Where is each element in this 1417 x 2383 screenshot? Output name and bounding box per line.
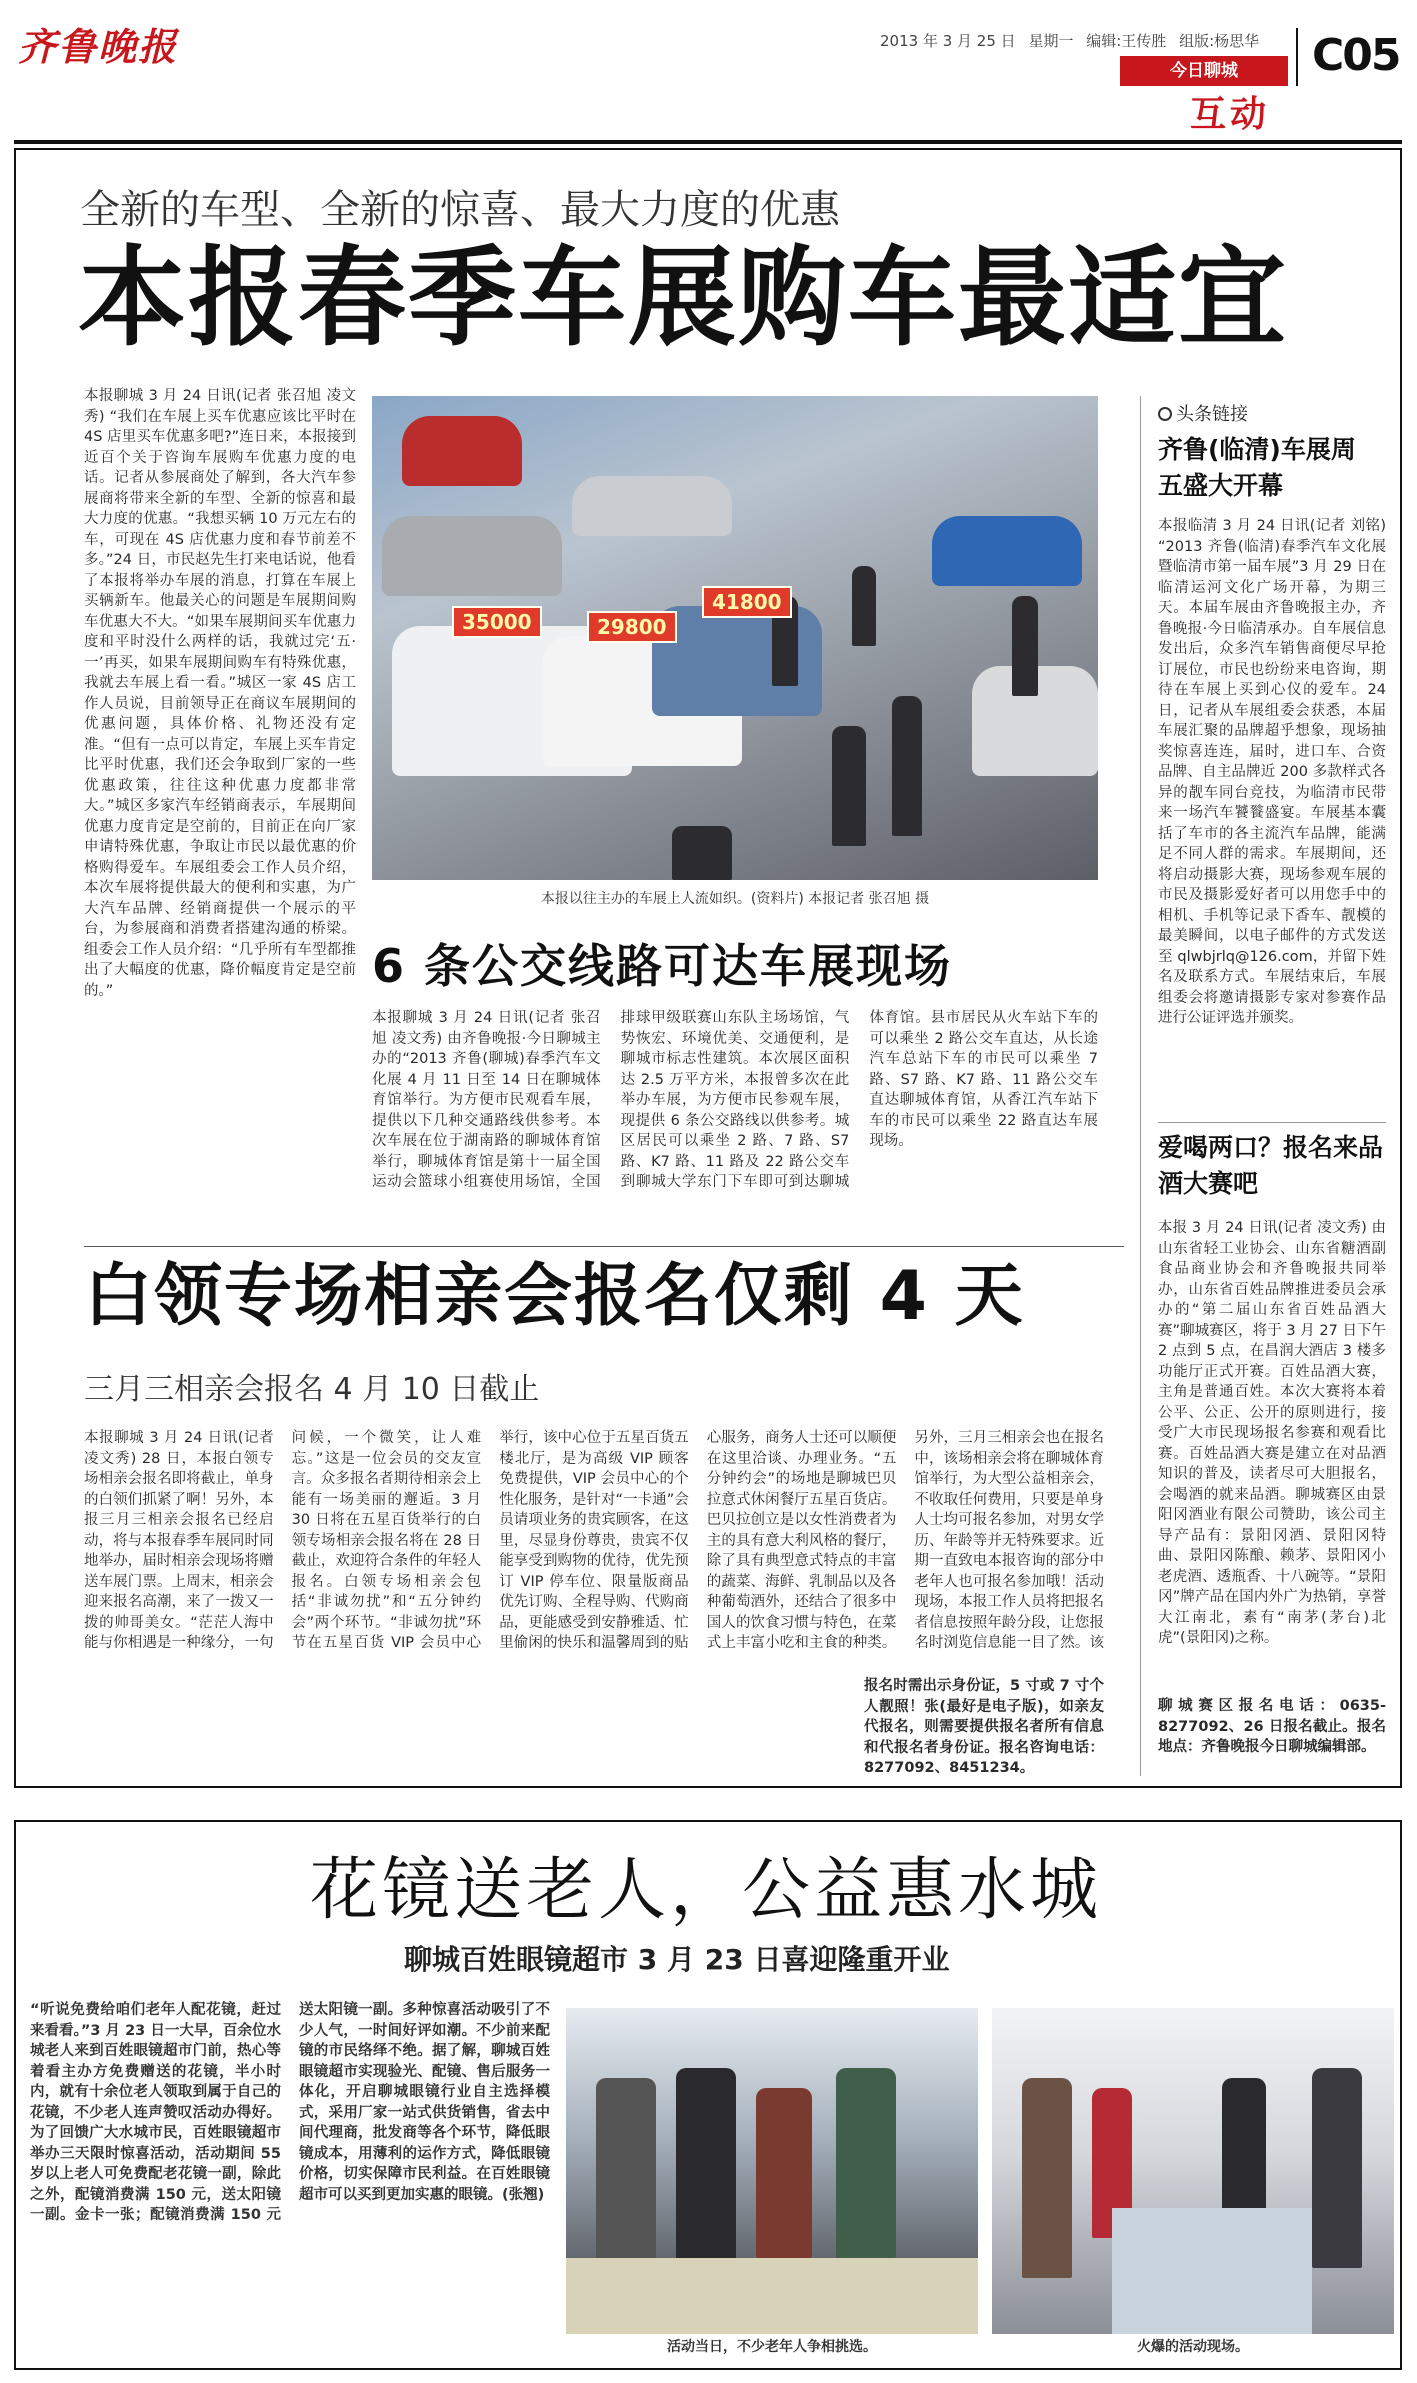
visitor xyxy=(852,566,876,646)
story3-headline: 白领专场相亲会报名仅剩 4 天 xyxy=(84,1257,1025,1336)
red-banner-car xyxy=(402,416,522,486)
story2-headline: 6 条公交线路可达车展现场 xyxy=(372,939,953,993)
masthead-logo: 齐鲁晚报 xyxy=(18,24,179,69)
page-number: C05 xyxy=(1312,30,1400,81)
story1-headline: 本报春季车展购车最适宜 xyxy=(78,236,1289,361)
display-case xyxy=(1112,2208,1312,2334)
section-tag: 今日聊城 xyxy=(1120,56,1288,86)
editor-credit: 编辑:王传胜 xyxy=(1086,32,1167,50)
price-tag: 35000 xyxy=(452,606,542,638)
visitor xyxy=(1012,596,1038,696)
elderly-visitor xyxy=(836,2068,896,2258)
visitor xyxy=(832,726,866,846)
left-photo-caption: 活动当日，不少老年人争相挑选。 xyxy=(667,2339,877,2355)
story2-body: 本报聊城 3 月 24 日讯(记者 张召旭 凌文秀) 由齐鲁晚报·今日聊城主办的“2013 齐鲁(聊城)春季汽车文化展 4 月 11 日至 14 日在聊城体育馆举行。为方便市民观看车展，提供以下几种交通路线供参考。本次车展在位于湖南路的聊城体育馆举行，聊城体育馆是第十一届全国运动会篮球小组赛使用场馆，全国排球甲级联赛山东队主场场馆，气势恢宏、环境优美、交通便利，是聊城市标志性建筑。本次展区面积达 2.5 万平方米，本报曾多次在此举办车展，为方便市民参观车展，现提供 6 条公交路线以供参考。城区居民可以乘坐 2 路、7 路、S7 路、K7 路、11 路及 22 路公交车到聊城大学东门下车即可到达聊城体育馆。县市居民从火车站下车的可以乘坐 2 路公交车直达，从长途汽车总站下车的市民可以乘坐 7 路、S7 路、K7 路、11 路公交车直达聊城体育馆，从香江汽车站下车的市民可以乘坐 22 路直达车展现场。 xyxy=(372,1010,1098,1190)
link-icon xyxy=(1158,407,1172,421)
elderly-visitor xyxy=(676,2068,736,2268)
story3-notice: 报名时需出示身份证，5 寸或 7 寸个人靓照！张(最好是电子版)，如亲友代报名，则需要提供报名者所有信息和代报名者身份证。报名咨询电话：8277092、8451234。 xyxy=(864,1678,1104,1776)
glasses-counter xyxy=(566,2258,978,2334)
shopper xyxy=(1022,2078,1072,2278)
story4-subhead: 聊城百姓眼镜超市 3 月 23 日喜迎隆重开业 xyxy=(404,1943,950,1976)
grey-car xyxy=(382,516,562,596)
story3-body: 本报聊城 3 月 24 日讯(记者 凌文秀) 28 日，本报白领专场相亲会报名即将截止，单身的白领们抓紧了啊！另外，本报三月三相亲会报名已经启动，将与本报春季车展同时同地举办，届时相亲会现场将赠送车展门票。上周末，相亲会迎来报名高潮，来了一拨又一拨的帅哥美女。“茫茫人海中能与你相遇是一种缘分，一句问候，一个微笑，让人难忘。”这是一位会员的交友宣言。众多报名者期待相亲会上能有一场美丽的邂逅。3 月 30 日将在五星百货举行的白领专场相亲会报名将在 28 日截止，欢迎符合条件的年轻人报名。白领专场相亲会包括“非诚勿扰”和“五分钟约会”两个环节。“非诚勿扰”环节在五星百货 VIP 会员中心举行，该中心位于五星百货五楼北厅，是为高级 VIP 顾客免费提供，VIP 会员中心的个性化服务，是针对“一卡通”会员请项业务的贵宾顾客，在这里，尽显身份尊贵，贵宾不仅能享受到购物的优待，优先预订 VIP 停车位、限量版商品优先订购、全程导购、代购商品，更能感受到安静雅适、忙里偷闲的快乐和温馨周到的贴心服务，商务人士还可以顺便在这里洽谈、办理业务。“五分钟约会”的场地是聊城巴贝拉意式休闲餐厅五星百货店。巴贝拉创立是以女性消费者为主的具有意大利风格的餐厅，除了具有典型意式特点的丰富的蔬菜、海鲜、乳制品以及各种葡萄酒外，还结合了很多中国人的饮食习惯与特色，在菜式上丰富小吃和主食的种类。另外，三月三相亲会也在报名中，该场相亲会将在聊城体育馆举行，为大型公益相亲会，不收取任何费用，只要是单身人士均可报名参加，对男女学历、年龄等并无特殊要求。近期一直致电本报咨询的部分中老年人也可报名参加哦！活动现场，本报工作人员将把报名者信息按照年龄分段，让您报名时浏览信息能一目了然。该 xyxy=(84,1430,1104,1651)
issue-date: 2013 年 3 月 25 日 xyxy=(880,32,1016,50)
blue-car-2 xyxy=(932,516,1082,586)
story1-body: 本报聊城 3 月 24 日讯(记者 张召旭 凌文秀) “我们在车展上买车优惠应该比平时在 4S 店里买车优惠多吧?”连日来，本报接到近百个关于咨询车展购车优惠力度的电话。记者从参展商处了解到，各大汽车参展商将带来全新的车型、全新的惊喜和最大力度的优惠。“我想买辆 10 万元左右的车，可现在 4S 店优惠力度和春节前差不多。”24 日，市民赵先生打来电话说，他看了本报将举办车展的消息，打算在车展上买辆新车。他最关心的问题是车展期间购车优惠大不大。“如果车展期间买车优惠力度和平时没什么两样的话，我就过完‘五·一’再买，如果车展期间购车有特殊优惠，我就去车展上看一看。”城区一家 4S 店工作人员说，目前领导正在商议车展期间的优惠问题，具体价格、礼物还没有定准。“但有一点可以肯定，车展上买车肯定比平时优惠，我们还会争取到厂家的一些优惠政策，往往这种优惠力度都非常大。”城区多家汽车经销商表示，车展期间优惠力度肯定是空前的，目前正在向厂家申请特殊优惠，争取让市民以最优惠的价格购得爱车。车展组委会工作人员介绍，本次车展将提供最大的便利和实惠，为广大汽车品牌、经销商提供一个展示的平台，为参展商和消费者搭建沟通的桥梁。组委会工作人员介绍：“几乎所有车型都推出了大幅度的优惠，降价幅度肯定是空前的。” xyxy=(84,388,356,999)
sidebar-divider xyxy=(1140,396,1141,1776)
price-tag: 41800 xyxy=(702,586,792,618)
sidebar-b-headline: 爱喝两口？报名来品酒大赛吧 xyxy=(1158,1133,1384,1198)
right-event-photo xyxy=(992,2008,1394,2334)
story1-kicker: 全新的车型、全新的惊喜、最大力度的优惠 xyxy=(80,187,840,233)
photo-caption: 本报以往主办的车展上人流如织。(资料片) 本报记者 张召旭 摄 xyxy=(540,891,930,907)
section-name: 互动 xyxy=(1190,94,1271,135)
layout-credit: 组版:杨思华 xyxy=(1179,32,1260,50)
sidebar-tag xyxy=(1158,400,1248,426)
top-rule xyxy=(14,140,1402,144)
visitor xyxy=(672,826,732,880)
header-divider xyxy=(1296,28,1298,86)
issue-weekday: 星期一 xyxy=(1028,32,1074,50)
sidebar-b-body: 本报 3 月 24 日讯(记者 凌文秀) 由山东省轻工业协会、山东省糖酒副食品商业协会和齐鲁晚报共同举办，山东省百姓品牌推进委员会承办的“第二届山东省百姓品酒大赛”聊城赛区，将于 3 月 27 日下午 2 点到 5 点，在昌润大酒店 3 楼多功能厅正式开赛。百姓品酒大赛，主角是普通百姓。本次大赛将本着公平、公正、公开的原则进行，接受广大市民现场报名参赛和观看比赛。百姓品酒大赛是建立在对品酒知识的普及，读者尽可大胆报名，会喝酒的就来品酒。聊城赛区由景阳冈酒业有限公司赞助，该公司主导产品有：景阳冈酒、景阳冈特曲、景阳冈陈酿、赖茅、景阳冈小老虎酒、透瓶香、十八碗等。“景阳冈”牌产品在国内外广为热销，享誉大江南北，素有“南茅(茅台)北虎”(景阳冈)之称。 xyxy=(1158,1220,1386,1646)
header-meta xyxy=(880,30,1267,51)
story4-headline: 花镜送老人，公益惠水城 xyxy=(310,1851,1103,1930)
sidebar-separator xyxy=(1158,1122,1386,1123)
story4-body: “听说免费给咱们老年人配花镜，赶过来看看。”3 月 23 日一大早，百余位水城老人来到百姓眼镜超市门前，热心等着看主办方免费赠送的花镜，半小时内，就有十余位老人领取到属于自己的花镜，不少老人连声赞叹活动办得好。为了回馈广大水城市民，百姓眼镜超市举办三天限时惊喜活动，活动期间 55 岁以上老人可免费配老花镜一副，除此之外，配镜消费满 150 元，送太阳镜一副。金卡一张；配镜消费满 150 元送太阳镜一副。多种惊喜活动吸引了不少人气，一时间好评如潮。不少前来配镜的市民络绎不绝。据了解，聊城百姓眼镜超市实现验光、配镜、售后服务一体化，开启聊城眼镜行业自主选择模式，采用厂家一站式供货销售，省去中间代理商，批发商等各个环节，降低眼镜成本，用薄利的运作方式，降低眼镜价格，切实保障市民利益。在百姓眼镜超市可以买到更加实惠的眼镜。(张翘) xyxy=(30,2002,550,2223)
left-event-photo xyxy=(566,2008,978,2334)
sidebar-tag-text: 头条链接 xyxy=(1176,404,1248,425)
shopper xyxy=(1312,2068,1362,2268)
story3-subhead: 三月三相亲会报名 4 月 10 日截止 xyxy=(84,1372,540,1407)
elderly-visitor xyxy=(756,2088,812,2258)
price-tag: 29800 xyxy=(587,611,677,643)
right-photo-caption: 火爆的活动现场。 xyxy=(1137,2339,1249,2355)
story3-rule xyxy=(84,1246,1124,1247)
elderly-visitor xyxy=(596,2078,656,2258)
car-show-photo xyxy=(372,396,1098,880)
grey-car-2 xyxy=(572,476,732,536)
sidebar-a-body: 本报临清 3 月 24 日讯(记者 刘铭) “2013 齐鲁(临清)春季汽车文化展暨临清市第一届车展”3 月 29 日在临清运河文化广场开幕，为期三天。本届车展由齐鲁晚报主办，齐鲁晚报·今日临清承办。自车展信息发出后，众多汽车销售商便尽早抢订展位，市民也纷纷来电咨询，期待在车展上买到心仪的爱车。24 日，记者从车展组委会获悉，本届车展汇聚的品牌超乎想象，现场抽奖惊喜连连，届时，进口车、合资品牌、自主品牌近 200 多款样式各异的靓车同台竞技，为临清市民带来一场汽车饕餮盛宴。车展基本囊括了车市的各主流汽车品牌，能满足不同人群的需求。车展期间，还将启动摄影大赛，现场参观车展的市民及摄影爱好者可以用您手中的相机、手机等记录下香车、靓模的最美瞬间，以电子邮件的方式发送至 qlwbjrlq@126.com，并留下姓名及联系方式。车展结束后，车展组委会将邀请摄影专家对参赛作品进行公证评选并颁奖。 xyxy=(1158,518,1386,1026)
sidebar-b-contact: 聊城赛区报名电话：0635-8277092、26 日报名截止。报名地点：齐鲁晚报今日聊城编辑部。 xyxy=(1158,1698,1386,1755)
visitor xyxy=(892,696,922,836)
sidebar-a-headline: 齐鲁(临清)车展周五盛大开幕 xyxy=(1158,435,1356,500)
